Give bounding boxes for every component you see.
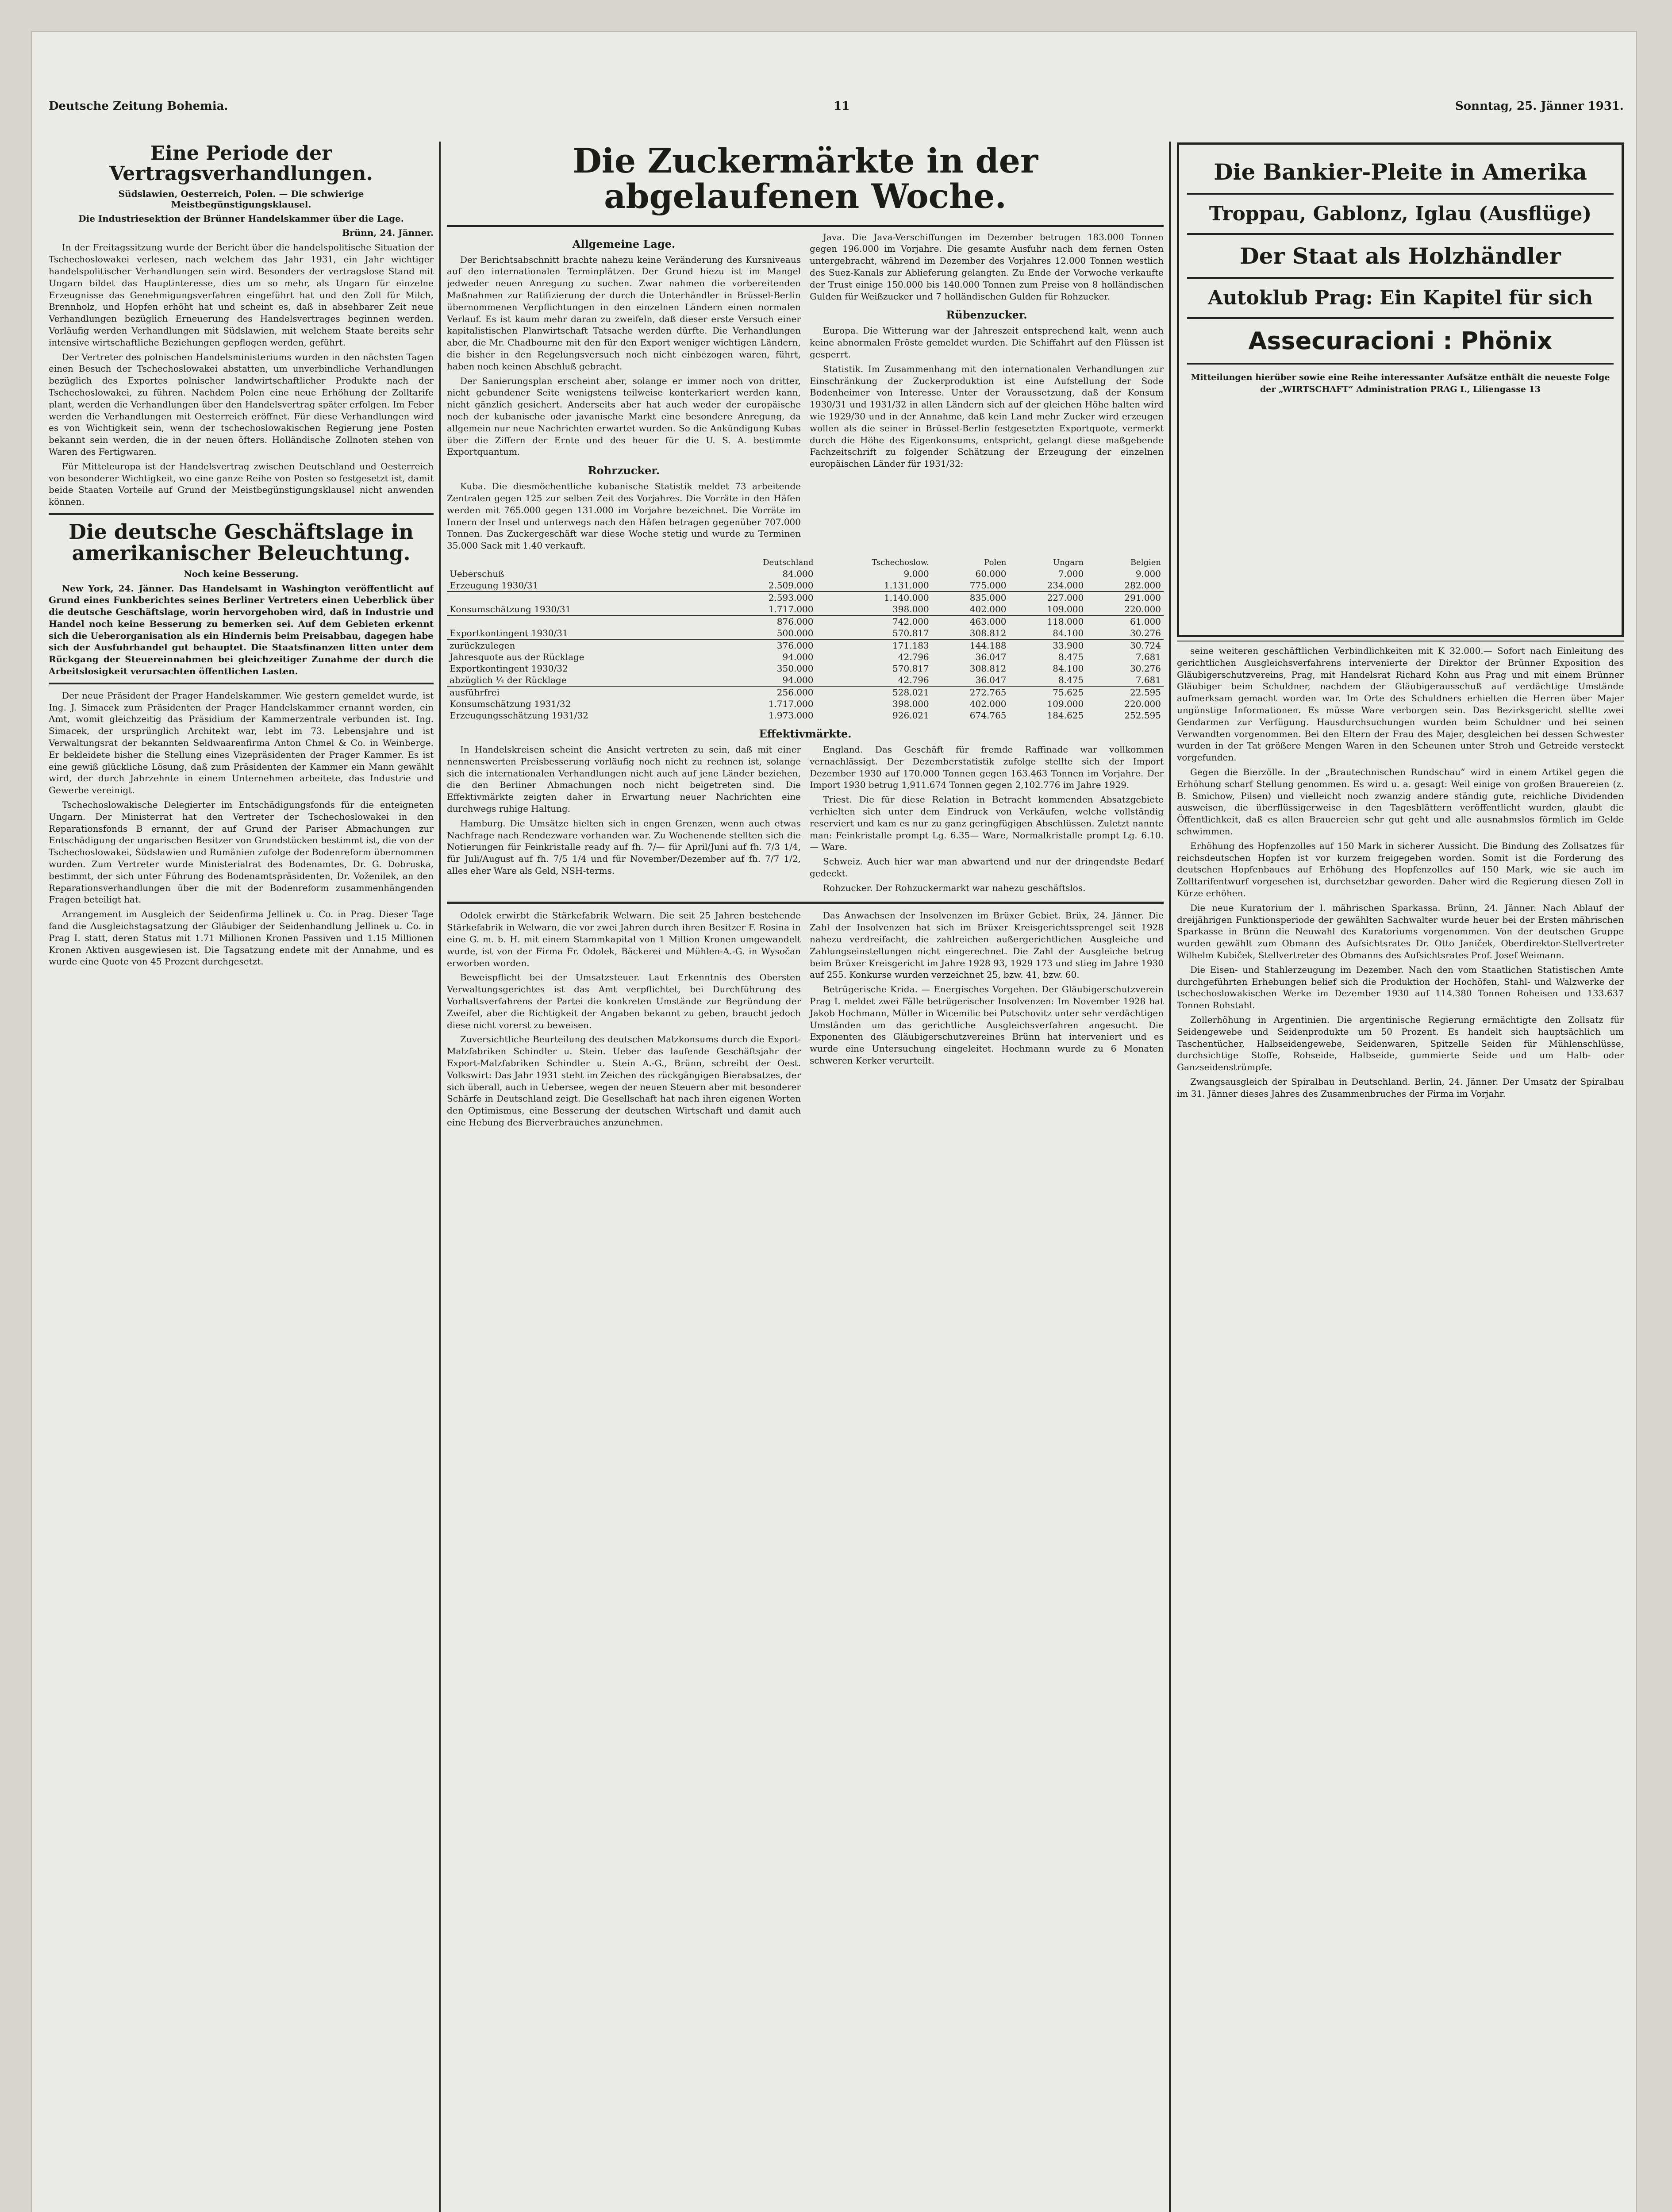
dateline: Brünn, 24. Jänner. [342, 227, 434, 238]
business-subcolumn-right [810, 910, 1164, 1131]
table-cell [447, 591, 713, 603]
section-heading: Allgemeine Lage. [572, 237, 676, 250]
section-divider [447, 902, 1164, 904]
table-cell: 7.681 [1135, 651, 1161, 662]
paragraph: Der Vertreter des polnischen Handelsministeriums wurden in den nächsten Tagen einen Besuch der Tschechoslowakei abstatten, um unverbindliche Verhandlungen bezüglich des Exportes polnischer landwirtschaftlicher Produkte nach der Tschechoslowakei, zu führen. Nachdem Polen eine neue Erhöhung der Zolltarife plant, werden die Verhandlungen über den Handelsvertrag später erfolgen. Im Feber werden die Verhandlungen mit Oesterreich eröffnet. Für diese Verhandlungen wird es von Wichtigkeit sein, wenn der tschechoslowakischen Regierung jene Posten bekannt sein werden, die in der neuen öfters. Holländische Zollnoten stehen von Waren des Fertigwaren. [49, 351, 434, 457]
ad-line: Der Staat als Holzhändler [1187, 235, 1614, 279]
table-cell: zurückzulegen [450, 640, 515, 651]
sugar-subcolumn-left [447, 231, 801, 554]
paragraph: Die neue Kuratorium der l. mährischen Sparkassa. Brünn, 24. Jänner. Nach Ablauf der dreijährigen Funktionsperiode der gewählten Sachwalter wurde heuer bei der Ersten mährischen Sparkasse in Brünn die Neuwahl des Kuratoriums vorgenommen. Von der deutschen Gruppe wurden gewählt zum Obmann des Aufsichtsrates Dr. Otto Janiček, Oberdirektor-Stellvertreter Wilhelm Kubiček, Stellvertreter des Obmanns des Aufsichtsrates Prof. Josef Weimann. [1177, 902, 1624, 960]
table-cell: 7.000 [1058, 568, 1084, 579]
column-center [447, 137, 1164, 2212]
paragraph: Der Berichtsabschnitt brachte nahezu keine Veränderung des Kursniveaus auf den internationalen Terminplätzen. Der Grund hiezu ist im Mangel jedweder neuen Anregung zu suchen. Zwar nahmen die vorbereitenden Maßnahmen zur Ratifizierung der durch die Unterhändler in Brüssel-Berlin übernommenen Verpflichtungen in den einzelnen Ländern einen normalen Verlauf. Es ist kaum mehr daran zu zweifeln, daß dieser erste Versuch einer kapitalistischen Planwirtschaft Tatsache werden dürfte. Die Verhandlungen aber, die Mr. Chadbourne mit den für den Export weniger wichtigen Ländern, die bisher in den Regelungsversuch noch nicht einbezogen waren, führt, haben noch keinen Abschluß gebracht. [447, 254, 801, 372]
table-cell: 61.000 [1130, 616, 1161, 627]
table-cell: abzüglich ¼ der Rücklage [447, 674, 713, 686]
table-header-cell: Polen [984, 557, 1007, 567]
paragraph: Tschechoslowakische Delegierter im Entschädigungsfonds für die enteigneten Ungarn. Der Ministerrat hat den Vertreter der Tschechoslowakei in den Reparationsfonds B ernannt, der auf Grund der Pariser Abmachungen zur Entschädigung der ungarischen Besitzer von Grundstücken bestimmt ist, die von der Tschechoslowakei, Südslawien und Rumänien zufolge der Bodenreform übernommen wurden. Zum Vertreter wurde Ministerialrat des Bodenamtes, Dr. G. Dobruska, bestimmt, der sich unter Führung des Bodenamtspräsidenten, Dr. Voženilek, an den Reparationsverhandlungen über die mit der Bodenreform zusammenhängenden Fragen beteiligt hat. [49, 799, 434, 905]
table-cell: 36.047 [975, 651, 1007, 662]
paragraph: In der Freitagssitzung wurde der Bericht über die handelspolitische Situation der Tschechoslowakei verlesen, nach welchem das Jahr 1931, ein Jahr wichtiger handelspolitischer Verhandlungen sein wird. Besonders der vertragslose Stand mit Ungarn bildet das Hauptinteresse, dies um so mehr, als Ungarn für einzelne Erzeugnisse das Genehmigungsverfahren eingeführt hat und den Zoll für Milch, Brennholz, und Hopfen erhöht hat und scheint es, daß in absehbarer Zeit neue Verhandlungen bezüglich Erneuerung des Handelsvertrages beginnen werden. Vorläufig werden Verhandlungen mit Südslawien, mit welchem Staate bereits sehr intensive wirtschaftliche Beziehungen gepflogen werden, geführt. [49, 242, 434, 348]
table-row [447, 627, 1164, 639]
table-row [447, 615, 1164, 627]
table-cell: 252.595 [1124, 710, 1161, 721]
table-cell: 1.973.000 [768, 710, 814, 721]
advertisement-box [1177, 142, 1624, 637]
table-cell: 109.000 [1047, 698, 1084, 709]
table-header-cell [447, 557, 713, 568]
table-cell: 570.817 [892, 663, 929, 674]
paragraph: Das Anwachsen der Insolvenzen im Brüxer Gebiet. Brüx, 24. Jänner. Die Zahl der Insolvenzen hat sich im Brüxer Kreisgerichtssprengel seit 1928 nahezu verdreifacht, die zahlreichen außergerichtlichen Ausgleiche und Zahlungseinstellungen nicht eingerechnet. Die Zahl der Ausgleiche betrug beim Brüxer Kreisgericht im Jahre 1928 93, 1929 173 und stieg im Jahre 1930 auf 255. Konkurse wurden verzeichnet 25, bzw. 41, bzw. 60. [810, 910, 1164, 980]
paragraph: Java. Die Java-Verschiffungen im Dezember betrugen 183.000 Tonnen gegen 196.000 im Vorjahre. Die gesamte Ausfuhr nach dem fernen Osten untergebracht, während im Dezember des Vorjahres 12.000 Tonnen westlich des Suez-Kanals zur Ablieferung gelangten. Zu Ende der Vorwoche verkaufte der Trust einige 150.000 bis 140.000 Tonnen zum Preise von 8 holländischen Gulden für Weißzucker und 7 holländischen Gulden für Rohzucker. [810, 231, 1164, 302]
paragraph: In Handelskreisen scheint die Ansicht vertreten zu sein, daß mit einer nennenswerten Preisbesserung vorläufig noch nicht zu rechnen ist, solange sich die internationalen Verhandlungen nicht auch auf jene Länder beziehen, die den Berliner Abmachungen noch nicht beigetreten sind. Die Effektivmärkte zeigten daher in Erwartung neuer Nachrichten eine durchwegs ruhige Haltung. [447, 744, 801, 814]
table-cell: 227.000 [1047, 592, 1084, 603]
table-cell: 22.595 [1130, 687, 1161, 698]
table-row [447, 603, 1164, 615]
table-cell: 282.000 [1086, 580, 1164, 591]
table-cell: 1.140.000 [884, 592, 929, 603]
section-heading: Rohrzucker. [588, 464, 660, 477]
table-cell: 9.000 [903, 568, 929, 579]
table-cell: 84.100 [1053, 663, 1084, 674]
table-cell: ausführfrei [450, 687, 500, 698]
paragraph: Zwangsausgleich der Spiralbau in Deutschland. Berlin, 24. Jänner. Der Umsatz der Spiralbau im 31. Jänner dieses Jahres des Zusammenbruches der Firma im Vorjahr. [1177, 1076, 1624, 1099]
table-cell: 291.000 [1124, 592, 1161, 603]
main-headline: Die Zuckermärkte in der abgelaufenen Woche. [447, 143, 1164, 227]
column-right [1177, 137, 1624, 2212]
table-cell: 272.765 [969, 687, 1007, 698]
table-cell: Jahresquote aus der Rücklage [450, 651, 584, 662]
paragraph: Für Mitteleuropa ist der Handelsvertrag zwischen Deutschland und Oesterreich von besonderer Wichtigkeit, wo eine ganze Reihe von Posten so festgesetzt ist, damit beide Staaten Vorteile auf Grund der Meistbegünstigungsklausel nicht anwenden können. [49, 461, 434, 507]
table-cell: 500.000 [713, 627, 816, 639]
paragraph: Schweiz. Auch hier war man abwartend und nur der dringendste Bedarf gedeckt. [810, 856, 1164, 879]
effective-subcolumn-right [810, 744, 1164, 897]
article-headline: Eine Periode der Vertragsverhandlungen. [109, 142, 373, 185]
table-row [447, 698, 1164, 710]
header-paper-name: Deutsche Zeitung Bohemia. [49, 100, 228, 113]
table-cell: Exportkontingent 1930/32 [450, 663, 568, 674]
article-divider [49, 683, 434, 684]
table-cell: 94.000 [713, 674, 816, 686]
table-cell [447, 615, 713, 627]
table-cell: 220.000 [1124, 698, 1161, 709]
table-cell: Exportkontingent 1930/31 [447, 627, 713, 639]
table-cell: 308.812 [969, 663, 1007, 674]
table-row [447, 591, 1164, 603]
table-cell: 75.625 [1053, 687, 1084, 698]
table-cell: 30.724 [1130, 640, 1161, 651]
table-cell: 8.475 [1009, 674, 1086, 686]
table-cell: 398.000 [892, 698, 929, 709]
table-cell: 2.593.000 [768, 592, 814, 603]
table-cell: 42.796 [898, 651, 929, 662]
paragraph: England. Das Geschäft für fremde Raffinade war vollkommen vernachlässigt. Der Dezemberstatistik zufolge stellte sich der Import Dezember 1930 auf 170.000 Tonnen gegen 163.463 Tonnen im Vorjahre. Der Import 1930 betrug 1,911.674 Tonnen gegen 2,102.776 im Jahre 1929. [810, 744, 1164, 791]
section-heading: Effektivmärkte. [759, 727, 852, 740]
newspaper-page [31, 31, 1637, 2212]
table-cell: 308.812 [932, 627, 1009, 639]
table-cell: 94.000 [782, 651, 814, 662]
header-page-number: 11 [834, 100, 850, 113]
table-cell: 876.000 [776, 616, 814, 627]
table-cell: 8.475 [1058, 651, 1084, 662]
ad-line: Autoklub Prag: Ein Kapitel für sich [1187, 279, 1614, 319]
table-cell: 84.000 [782, 568, 814, 579]
paragraph: Erhöhung des Hopfenzolles auf 150 Mark in sicherer Aussicht. Die Bindung des Zollsatzes für reichsdeutschen Hopfen ist vor kurzem freigegeben worden. Somit ist die Forderung des deutschen Hopfenbaues auf Erhöhung des Hopfenzolles auf 150 Mark, wie sie auch im Zolltarifentwurf vorgesehen ist, durchsetzbar geworden. Daher wird die Regierung diesen Zoll in Kürze erhöhen. [1177, 840, 1624, 899]
business-subcolumn-left [447, 910, 801, 1131]
table-cell: Konsumschätzung 1930/31 [447, 603, 713, 615]
table-cell: 109.000 [1009, 603, 1086, 615]
article-subhead: Südslawien, Oesterreich, Polen. — Die schwierige Meistbegünstigungsklausel. [118, 188, 364, 210]
ad-line: Troppau, Gablonz, Iglau (Ausflüge) [1187, 195, 1614, 235]
table-body [447, 568, 1164, 721]
table-cell: 528.021 [892, 687, 929, 698]
table-cell: 30.276 [1086, 627, 1164, 639]
table-cell: 30.276 [1130, 663, 1161, 674]
table-cell: 60.000 [975, 568, 1007, 579]
table-cell: 402.000 [969, 698, 1007, 709]
paragraph: Beweispflicht bei der Umsatzsteuer. Laut Erkenntnis des Obersten Verwaltungsgerichtes ist das Amt verpflichtet, bei Durchführung des Vorhaltsverfahrens der Partei die konkreten Umstände zur Begründung der Zweifel, aber die Richtigkeit der Angaben bekannt zu geben, braucht jedoch diese nicht vorerst zu beweisen. [447, 972, 801, 1030]
paragraph: Triest. Die für diese Relation in Betracht kommenden Absatzgebiete verhielten sich unter dem Eindruck von Verkäufen, welche vollständig reserviert und kam es nur zu ganz geringfügigen Abschlüssen. Zuletzt nannte man: Feinkristalle prompt Lg. 6.35— Ware, Normalkristalle prompt Lg. 6.10.— Ware. [810, 794, 1164, 853]
paragraph: seine weiteren geschäftlichen Verbindlichkeiten mit K 32.000.— Sofort nach Einleitung des gerichtlichen Ausgleichsverfahrens intervenierte der Direktor der Brünner Exposition des Gläubigerschutzvereins, Prag, mit Handelsrat Richard Kohn aus Prag und mit einem Brünner Gläubiger beim Schuldner, nachdem der Gläubigerausschuß auf verdächtige Umstände aufmerksam gemacht worden war. Im Orte des Schuldners erhielten die Herren über Majer ungünstige Informationen. Es müsse Ware verborgen sein. Das Bezirksgericht stellte zwei Gendarmen zur Verfügung. Hausdurchsuchungen wurden beim Schuldner und bei seinen Verwandten vorgenommen. Bei den Eltern der Frau des Majer, desgleichen bei dessen Schwester wurden in der Tat größere Mengen Waren in den Scheunen unter Stroh und Getreide versteckt vorgefunden. [1177, 645, 1624, 763]
table-cell: 398.000 [816, 603, 932, 615]
table-cell: 402.000 [932, 603, 1009, 615]
table-row [447, 580, 1164, 591]
table-cell: Erzeugungsschätzung 1931/32 [450, 710, 588, 721]
table-cell: 463.000 [969, 616, 1007, 627]
table-header-row [447, 557, 1164, 568]
paragraph: Der Sanierungsplan erscheint aber, solange er immer noch von dritter, nicht gebundener Seite wenigstens teilweise konterkariert werden kann, nicht gänzlich gesichert. Anderseits aber hat auch weder der europäische noch der kubanische oder javanische Markt eine besondere Anregung, da allgemein nur neue Nachrichten erwartet wurden. So die Ankündigung Kubas über die Ziffern der Ernte und des heuer für die U. S. A. bestimmte Exportquantum. [447, 375, 801, 457]
table-cell: 144.188 [969, 640, 1007, 651]
table-header-cell: Tschechoslow. [872, 557, 929, 567]
table-header-cell: Ungarn [1053, 557, 1084, 567]
sugar-estimate-table [447, 557, 1164, 721]
table-row [447, 686, 1164, 698]
table-cell: Ueberschuß [450, 568, 504, 579]
table-cell: 1.717.000 [768, 698, 814, 709]
table-cell: 775.000 [932, 580, 1009, 591]
table-cell: 2.509.000 [713, 580, 816, 591]
paragraph: Statistik. Im Zusammenhang mit den internationalen Verhandlungen zur Einschränkung der Zuckerproduktion ist eine Aufstellung der Sode Bodenheimer von Interesse. Unter der Voraussetzung, daß der Konsum 1930/31 und 1931/32 in allen Ländern sich auf der gleichen Höhe halten wird wie 1929/30 und in der Annahme, daß kein Land mehr Zucker wird erzeugen wollen als die seiner in Brüssel-Berlin festgesetzten Exportquote, vermerkt durch die Höhe des Eigenkonsums, entspricht, gelangt diese maßgebende Fachzeitschrift zu folgender Schätzung der Erzeugung der einzelnen europäischen Länder für 1931/32: [810, 363, 1164, 469]
article-headline: Die deutsche Geschäftslage in amerikanischer Beleuchtung. [69, 519, 414, 565]
table-cell: 234.000 [1009, 580, 1086, 591]
table-cell: 33.900 [1053, 640, 1084, 651]
effective-markets [447, 744, 1164, 897]
table-header-cell: Belgien [1130, 557, 1161, 567]
article-subhead: Noch keine Besserung. [184, 568, 299, 579]
table-cell: Konsumschätzung 1931/32 [450, 698, 571, 709]
paragraph: Odolek erwirbt die Stärkefabrik Welwarn. Die seit 25 Jahren bestehende Stärkefabrik in Welwarn, die vor zwei Jahren durch ihren Besitzer F. Rosina in eine G. m. b. H. mit einem Stammkapital von 1 Million Kronen umgewandelt wurde, ist von der Firma Fr. Odolek, Bäckerei und Mühlen-A.-G. in Wysočan erworben worden. [447, 910, 801, 968]
header-date: Sonntag, 25. Jänner 1931. [1455, 100, 1624, 113]
article-divider [49, 513, 434, 515]
table-cell: 835.000 [969, 592, 1007, 603]
table-cell: Erzeugung 1930/31 [447, 580, 713, 591]
table-cell: 42.796 [816, 674, 932, 686]
paragraph: Europa. Die Witterung war der Jahreszeit entsprechend kalt, wenn auch keine abnormalen Fröste gemeldet wurden. Die Schiffahrt auf den Flüssen ist gesperrt. [810, 325, 1164, 360]
table-cell: 256.000 [776, 687, 814, 698]
paragraph: Zuversichtliche Beurteilung des deutschen Malzkonsums durch die Export-Malzfabriken Schindler u. Stein. Ueber das laufende Geschäftsjahr der Export-Malzfabriken Schindler u. Stein A.-G., Brünn, schreibt der Oest. Volkswirt: Das Jahr 1931 steht im Zeichen des rückgängigen Bierabsatzes, der sich überall, auch in Uebersee, wegen der neuen Steuern aber mit besonderer Schärfe in Deutschland zeigt. Die Gesellschaft hat nach ihren eigenen Worten den Optimismus, eine Besserung der deutschen Wirtschaft und damit auch eine Hebung des Bierverbrauches anzunehmen. [447, 1034, 801, 1128]
sugar-subcolumn-right [810, 231, 1164, 554]
ad-line: Assecuracioni : Phönix [1187, 319, 1614, 365]
ad-note: Mitteilungen hierüber sowie eine Reihe interessanter Aufsätze enthält die neueste Folge der „WIRTSCHAFT“ Administration PRAG I., Liliengasse 13 [1191, 373, 1610, 394]
section-heading: Rübenzucker. [946, 308, 1027, 322]
table-cell: 570.817 [816, 627, 932, 639]
table-row [447, 710, 1164, 721]
table-header-cell: Deutschland [763, 557, 814, 567]
table-row [447, 663, 1164, 674]
table-cell: 926.021 [892, 710, 929, 721]
paragraph: Gegen die Bierzölle. In der „Brautechnischen Rundschau“ wird in einem Artikel gegen die Erhöhung scharf Stellung genommen. Es wird u. a. gesagt: Weil einige von großen Brauereien (z. B. Smichow, Pilsen) und vielleicht noch zwanzig andere ständig gute, reichliche Dividenden ausweisen, die überflüssigerweise in den Tagesblättern veröffentlicht wurden, glaubt die Öffentlichkeit, daß es allen Brauereien sehr gut geht und alle ausnahmslos förmlich im Gelde schwimmen. [1177, 766, 1624, 837]
table-cell: 9.000 [1135, 568, 1161, 579]
column-left [49, 137, 434, 2212]
table-row [447, 674, 1164, 686]
table-cell: 350.000 [776, 663, 814, 674]
table-cell: 1.131.000 [816, 580, 932, 591]
table-cell: 7.681 [1086, 674, 1164, 686]
paragraph: Rohzucker. Der Rohzuckermarkt war nahezu geschäftslos. [823, 882, 1086, 893]
table-cell: 742.000 [892, 616, 929, 627]
paragraph: Betrügerische Krida. — Energisches Vorgehen. Der Gläubigerschutzverein Prag I. meldet zwei Fälle betrügerischer Insolvenzen: Im November 1928 hat Jakob Hochmann, Müller in Wicemilic bei Putschovitz unter sehr verdächtigen Umständen um das gerichtliche Ausgleichsverfahren angesucht. Die Exponenten des Gläubigerschutzvereines Brünn hat interveniert und es wurde eine Untersuchung eingeleitet. Hochmann wurde zu 6 Monaten schweren Kerker verurteilt. [810, 984, 1164, 1066]
table-row [447, 568, 1164, 580]
paragraph: Der neue Präsident der Prager Handelskammer. Wie gestern gemeldet wurde, ist Ing. J. Simacek zum Präsidenten der Prager Handelskammer ernannt worden, ein Amt, womit gleichzeitig das Präsidium der Kammerzentrale verbunden ist. Ing. Simacek, der ursprünglich Architekt war, lebt im 73. Lebensjahre und ist Verwaltungsrat der bekannten Seldwaarenfirma Anton Chmel & Co. in Weinberge. Er bekleidete bisher die Stellung eines Vizepräsidenten der Prager Kammer. Es ist eine gewiß glückliche Lösung, daß zum Präsidenten der Kammer ein Mann gewählt wird, der durch Jahrzehnte in einem Unternehmen arbeitete, das Industrie und Gewerbe vereinigt. [49, 690, 434, 796]
article-subhead: Die Industriesektion der Brünner Handelskammer über die Lage. [78, 213, 404, 224]
table-cell: 171.183 [892, 640, 929, 651]
paragraph: Zollerhöhung in Argentinien. Die argentinische Regierung ermächtigte den Zollsatz für Seidengewebe und Seidenprodukte um 50 Prozent. Es handelt sich hauptsächlich um Taschentücher, Halbseidengewebe, Seidenwaren, Spitzelle Seiden für Mühlenschlüsse, durchsichtige Stoffe, Rohseide, Halbseide, gummierte Seide und um Halb- oder Ganzseidenstrümpfe. [1177, 1014, 1624, 1073]
table-cell: 220.000 [1086, 603, 1164, 615]
column-rule-1 [439, 142, 441, 2212]
business-news [447, 910, 1164, 1131]
paragraph: Kuba. Die diesmöchentliche kubanische Statistik meldet 73 arbeitende Zentralen gegen 125 zur selben Zeit des Vorjahres. Die Vorräte in den Häfen werden mit 765.000 gegen 131.000 im Vorjahre bezeichnet. Die Vorräte im Innern der Insel und unterwegs nach den Häfen betragen gegenüber 707.000 Tonnen. Das Zuckergeschäft war diese Woche stetig und wurde zu Terminen 35.000 Sack mit 1.40 verkauft. [447, 481, 801, 551]
paragraph: New York, 24. Jänner. Das Handelsamt in Washington veröffentlicht auf Grund eines Funkberichtes seines Berliner Vertreters einen Ueberblick über die deutsche Geschäftslage, worin hervorgehoben wird, daß in Industrie und Handel noch keine Besserung zu bemerken sei. Auf dem Gebieten erkennt sich die Ueberorganisation als ein Hindernis beim Preisabbau, dagegen habe sich der Ausfuhrhandel gut behauptet. Die Staatsfinanzen litten unter dem Rückgang der Steuereinnahmen bei gleichzeitiger Zunahme der durch die Arbeitslosigkeit verursachten öffentlichen Lasten. [49, 583, 434, 677]
table-cell: 118.000 [1047, 616, 1084, 627]
table-row [447, 639, 1164, 651]
table-cell: 376.000 [776, 640, 814, 651]
table-cell: 84.100 [1009, 627, 1086, 639]
effective-subcolumn-left [447, 744, 801, 897]
table-row [447, 651, 1164, 663]
table-cell: 1.717.000 [713, 603, 816, 615]
table-cell: 36.047 [932, 674, 1009, 686]
page-header [49, 97, 1624, 115]
paragraph: Hamburg. Die Umsätze hielten sich in engen Grenzen, wenn auch etwas Nachfrage nach Rendezware vorhanden war. Zu Wochenende stellten sich die Notierungen für Feinkristalle ready auf fh. 7/— für April/Juni auf fh. 7/3 1/4, für Juli/August auf fh. 7/5 1/4 und für November/Dezember auf fh. 7/7 1/2, alles eher Ware als Geld, NSH-terms. [447, 818, 801, 876]
table-cell: 674.765 [969, 710, 1007, 721]
table-cell: 184.625 [1047, 710, 1084, 721]
ad-line: Die Bankier-Pleite in Amerika [1187, 151, 1614, 195]
paragraph: Arrangement im Ausgleich der Seidenfirma Jellinek u. Co. in Prag. Dieser Tage fand die Ausgleichstagsatzung der Gläubiger der Seidenhandlung Jellinek u. Co. in Prag I. statt, deren Status mit 1.71 Millionen Kronen Passiven und 1.15 Millionen Kronen Aktiven ausgewiesen ist. Die Tagsatzung endete mit der Annahme, und es wurde eine Quote von 45 Prozent durchgesetzt. [49, 909, 434, 967]
sugar-article-top [447, 231, 1164, 554]
paragraph: Die Eisen- und Stahlerzeugung im Dezember. Nach den vom Staatlichen Statistischen Amte durchgeführten Erhebungen belief sich die Produktion der Hochöfen, Stahl- und Walzwerke der tschechoslowakischen Werke im Dezember 1930 auf 114.380 Tonnen Roheisen und 133.637 Tonnen Rohstahl. [1177, 964, 1624, 1011]
column-rule-2 [1169, 142, 1171, 2212]
